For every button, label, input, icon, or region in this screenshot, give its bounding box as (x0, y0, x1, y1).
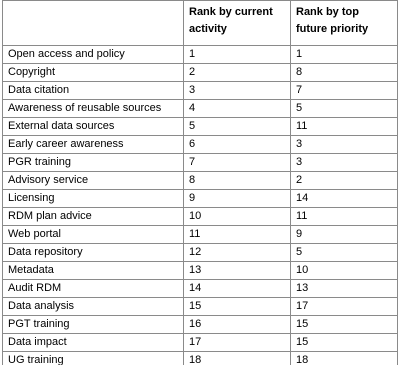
cell-rank-future: 5 (291, 244, 398, 262)
cell-rank-future: 14 (291, 190, 398, 208)
cell-topic: Copyright (3, 64, 184, 82)
table-body (3, 46, 398, 365)
cell-topic: Data analysis (3, 298, 184, 316)
cell-rank-current: 14 (184, 280, 291, 298)
table-row (3, 226, 398, 244)
cell-rank-future: 15 (291, 334, 398, 352)
cell-rank-current: 5 (184, 118, 291, 136)
cell-topic: Data impact (3, 334, 184, 352)
table-row (3, 244, 398, 262)
cell-topic: Web portal (3, 226, 184, 244)
table-row (3, 154, 398, 172)
table-row (3, 190, 398, 208)
cell-topic: Audit RDM (3, 280, 184, 298)
cell-rank-future: 9 (291, 226, 398, 244)
cell-rank-future: 11 (291, 118, 398, 136)
table-row (3, 82, 398, 100)
cell-topic: PGR training (3, 154, 184, 172)
table-row (3, 334, 398, 352)
cell-rank-future: 3 (291, 154, 398, 172)
cell-rank-future: 5 (291, 100, 398, 118)
cell-rank-current: 3 (184, 82, 291, 100)
cell-rank-current: 15 (184, 298, 291, 316)
cell-topic: UG training (3, 352, 184, 365)
cell-rank-future: 2 (291, 172, 398, 190)
table-row (3, 208, 398, 226)
cell-rank-future: 11 (291, 208, 398, 226)
ranking-table (2, 0, 398, 365)
header-rank-future: Rank by top future priority (291, 1, 398, 46)
cell-rank-current: 6 (184, 136, 291, 154)
cell-rank-future: 13 (291, 280, 398, 298)
table-row (3, 46, 398, 64)
table-row (3, 298, 398, 316)
cell-rank-current: 1 (184, 46, 291, 64)
cell-topic: RDM plan advice (3, 208, 184, 226)
cell-rank-current: 2 (184, 64, 291, 82)
cell-rank-future: 10 (291, 262, 398, 280)
cell-topic: Data citation (3, 82, 184, 100)
cell-rank-current: 12 (184, 244, 291, 262)
table-header-row (3, 1, 398, 46)
cell-rank-future: 18 (291, 352, 398, 365)
cell-rank-current: 18 (184, 352, 291, 365)
cell-topic: Metadata (3, 262, 184, 280)
table-row (3, 172, 398, 190)
cell-rank-future: 15 (291, 316, 398, 334)
cell-rank-future: 7 (291, 82, 398, 100)
table-row (3, 280, 398, 298)
header-rank-current: Rank by current activity (184, 1, 291, 46)
cell-rank-current: 13 (184, 262, 291, 280)
cell-topic: External data sources (3, 118, 184, 136)
header-topic (3, 1, 184, 46)
cell-topic: Data repository (3, 244, 184, 262)
cell-topic: Advisory service (3, 172, 184, 190)
cell-rank-future: 1 (291, 46, 398, 64)
cell-rank-current: 17 (184, 334, 291, 352)
table-row (3, 262, 398, 280)
cell-rank-current: 9 (184, 190, 291, 208)
table-row (3, 64, 398, 82)
cell-topic: Licensing (3, 190, 184, 208)
table-row (3, 136, 398, 154)
cell-rank-current: 4 (184, 100, 291, 118)
cell-topic: Early career awareness (3, 136, 184, 154)
cell-topic: PGT training (3, 316, 184, 334)
cell-rank-future: 8 (291, 64, 398, 82)
table-row (3, 352, 398, 365)
cell-rank-current: 8 (184, 172, 291, 190)
cell-topic: Open access and policy (3, 46, 184, 64)
cell-rank-current: 10 (184, 208, 291, 226)
cell-rank-future: 17 (291, 298, 398, 316)
table-row (3, 100, 398, 118)
cell-rank-future: 3 (291, 136, 398, 154)
cell-rank-current: 7 (184, 154, 291, 172)
cell-rank-current: 16 (184, 316, 291, 334)
cell-topic: Awareness of reusable sources (3, 100, 184, 118)
table-row (3, 316, 398, 334)
table-row (3, 118, 398, 136)
cell-rank-current: 11 (184, 226, 291, 244)
